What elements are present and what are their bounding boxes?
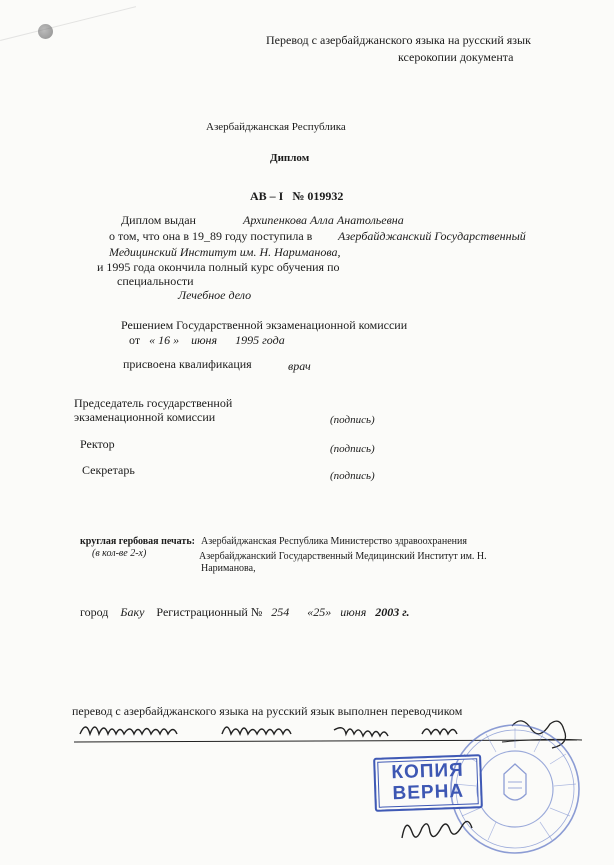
graduated-text: и 1995 года окончила полный курс обучения по	[97, 260, 340, 274]
issued-label: Диплом выдан	[121, 213, 196, 227]
scan-streak	[0, 6, 136, 41]
rector-signature: (подпись)	[330, 443, 375, 455]
seal-label: круглая гербовая печать:	[80, 536, 195, 547]
chair-signature: (подпись)	[330, 414, 375, 426]
date-month: июня	[191, 333, 218, 347]
admitted-text: о том, что она в 19_89 году поступила в	[109, 229, 313, 243]
seal-line3: Нариманова,	[201, 563, 256, 574]
date-year: 1995 года	[235, 333, 285, 347]
seal-line1: Азербайджанская Республика Министерство здравоохранения	[201, 536, 467, 547]
translation-header-line2: ксерокопии документа	[398, 50, 514, 64]
seal-line2: Азербайджанский Государственный Медицинский Институт им. Н.	[199, 551, 487, 562]
document-title: Диплом	[270, 152, 310, 164]
copy-certified-stamp	[373, 754, 483, 812]
institute-line2: Медицинский Институт им. Н. Нариманова,	[109, 245, 341, 259]
decision-text: Решением Государственной экзаменационной комиссии	[121, 318, 408, 332]
city-value: Баку	[120, 605, 145, 619]
date-day: « 16 »	[149, 333, 180, 347]
qualification-label: присвоена квалификация	[123, 357, 252, 371]
reg-month: июня	[340, 605, 367, 619]
reg-year: 2003 г.	[375, 605, 410, 619]
specialty-label: специальности	[117, 274, 194, 288]
specialty-value: Лечебное дело	[178, 288, 252, 302]
date-from: от	[129, 333, 141, 347]
decision-date	[129, 333, 285, 348]
reg-number: 254	[271, 605, 290, 619]
diploma-series: АВ – I	[250, 189, 284, 203]
certifier-signature	[396, 808, 486, 848]
translation-header-line1: Перевод с азербайджанского языка на русский язык	[266, 33, 531, 47]
secretary-signature: (подпись)	[330, 470, 375, 482]
seal-count-note: (в кол-ве 2-х)	[92, 548, 147, 559]
chair-label-line1: Председатель государственной	[74, 396, 233, 410]
stamp-line1: КОПИЯ	[391, 759, 465, 784]
city-label: город	[80, 605, 109, 619]
institute-line1: Азербайджанский Государственный	[338, 229, 526, 243]
diploma-number	[250, 189, 343, 204]
secretary-label: Секретарь	[82, 463, 135, 477]
country-name: Азербайджанская Республика	[206, 121, 346, 133]
holder-name: Архипенкова Алла Анатольевна	[243, 213, 404, 227]
diploma-number-value: № 019932	[292, 189, 344, 203]
reg-label: Регистрационный №	[156, 605, 263, 619]
translator-note: перевод с азербайджанского языка на русский язык выполнен переводчиком	[72, 704, 463, 718]
registration-line	[80, 605, 410, 620]
rector-label: Ректор	[80, 437, 115, 451]
reg-day: «25»	[307, 605, 332, 619]
stamp-line2: ВЕРНА	[392, 780, 465, 805]
qualification-value: врач	[288, 359, 311, 373]
chair-label-line2: экзаменационной комиссии	[74, 410, 216, 424]
